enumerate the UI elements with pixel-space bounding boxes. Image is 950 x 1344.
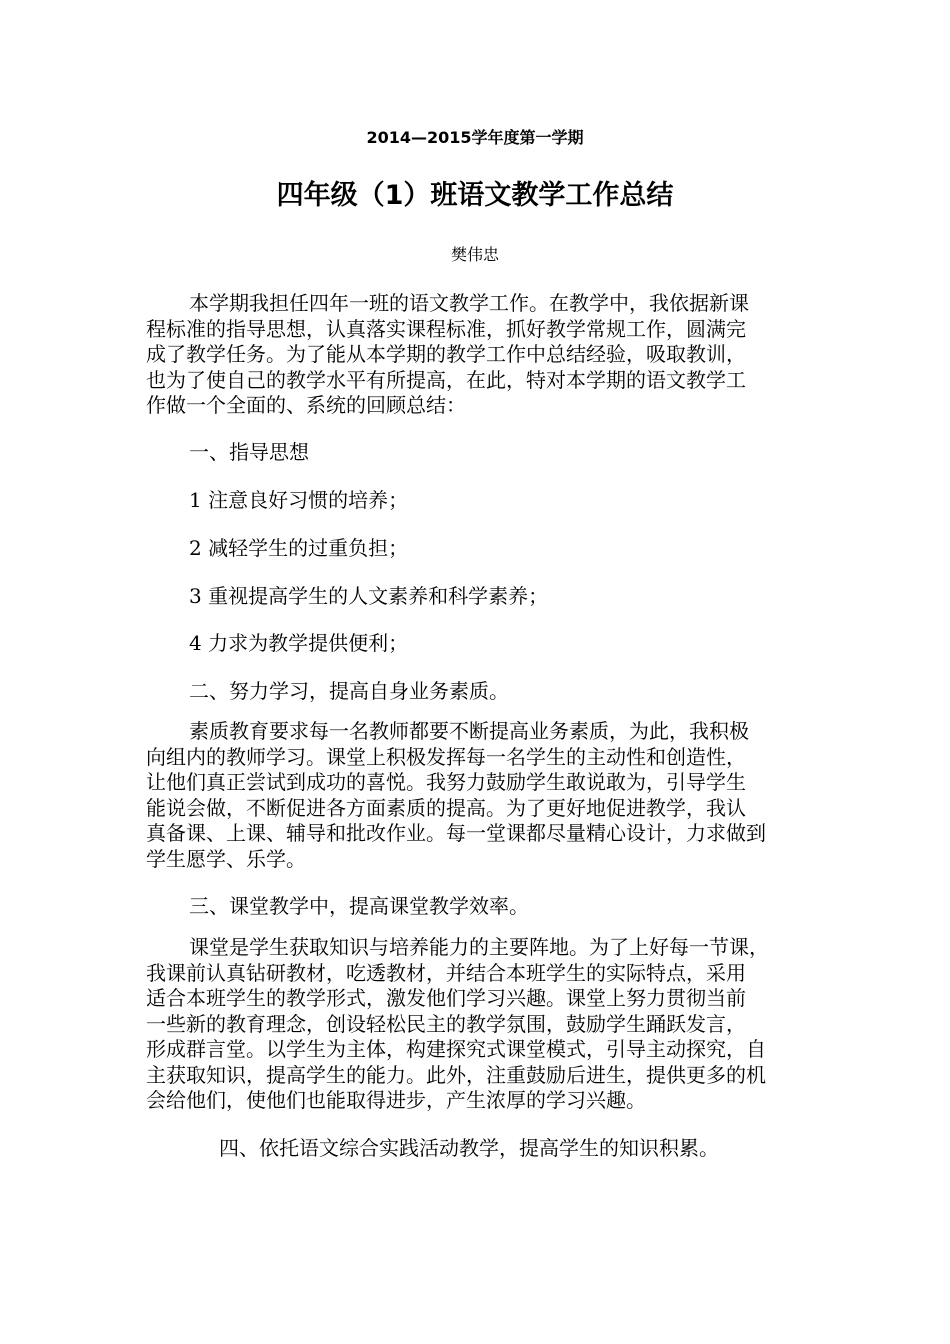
section-2-line: 素质教育要求每一名教师都要不断提高业务素质，为此，我积极 [189,719,749,743]
section-3-line: 适合本班学生的教学形式，激发他们学习兴趣。课堂上努力贯彻当前 [146,986,746,1010]
document-subtitle: 2014—2015学年度第一学期 [366,128,584,147]
section-3-line: 形成群言堂。以学生为主体，构建探究式课堂模式，引导主动探究，自 [146,1037,766,1061]
section-1-item: 1 注意良好习惯的培养； [189,488,409,512]
document-title: 四年级（1）班语文教学工作总结 [276,180,674,211]
section-2-line: 学生愿学、乐学。 [146,846,306,871]
section-1-item: 3 重视提高学生的人文素养和科学素养； [189,584,549,608]
section-2-line: 能说会做，不断促进各方面素质的提高。为了更好地促进教学，我认 [146,795,746,820]
section-3-heading: 三、课堂教学中，提高课堂教学效率。 [189,894,529,918]
section-2-heading: 二、努力学习，提高自身业务素质。 [189,679,509,703]
section-1-item: 4 力求为教学提供便利； [189,631,409,655]
section-3-line: 课堂是学生获取知识与培养能力的主要阵地。为了上好每一节课， [189,935,769,959]
intro-line: 本学期我担任四年一班的语文教学工作。在教学中，我依据新课 [189,291,749,315]
section-2-paragraph [146,719,806,872]
intro-line: 程标准的指导思想，认真落实课程标准，抓好教学常规工作，圆满完 [146,316,746,341]
section-4-heading: 四、依托语文综合实践活动教学，提高学生的知识积累。 [219,1136,719,1160]
section-3-paragraph [146,935,806,1114]
section-3-line: 会给他们，使他们也能取得进步，产生浓厚的学习兴趣。 [146,1088,646,1112]
intro-paragraph [146,291,806,419]
section-1-item: 2 减轻学生的过重负担； [189,536,409,560]
section-2-line: 真备课、上课、辅导和批改作业。每一堂课都尽量精心设计，力求做到 [146,821,766,845]
document-author: 樊伟忠 [450,245,499,264]
section-2-line: 让他们真正尝试到成功的喜悦。我努力鼓励学生敢说敢为，引导学生 [146,770,746,794]
section-1-heading: 一、指导思想 [189,440,309,464]
section-2-line: 向组内的教师学习。课堂上积极发挥每一名学生的主动性和创造性， [146,744,746,769]
section-3-line: 我课前认真钻研教材，吃透教材，并结合本班学生的实际特点，采用 [146,960,746,985]
section-3-line: 主获取知识，提高学生的能力。此外，注重鼓励后进生，提供更多的机 [146,1062,766,1087]
intro-line: 也为了使自己的教学水平有所提高，在此，特对本学期的语文教学工 [146,367,746,392]
intro-line: 作做一个全面的、系统的回顾总结： [146,393,466,417]
intro-line: 成了教学任务。为了能从本学期的教学工作中总结经验，吸取教训， [146,342,746,366]
section-3-line: 一些新的教育理念，创设轻松民主的教学氛围，鼓励学生踊跃发言， [146,1011,746,1036]
